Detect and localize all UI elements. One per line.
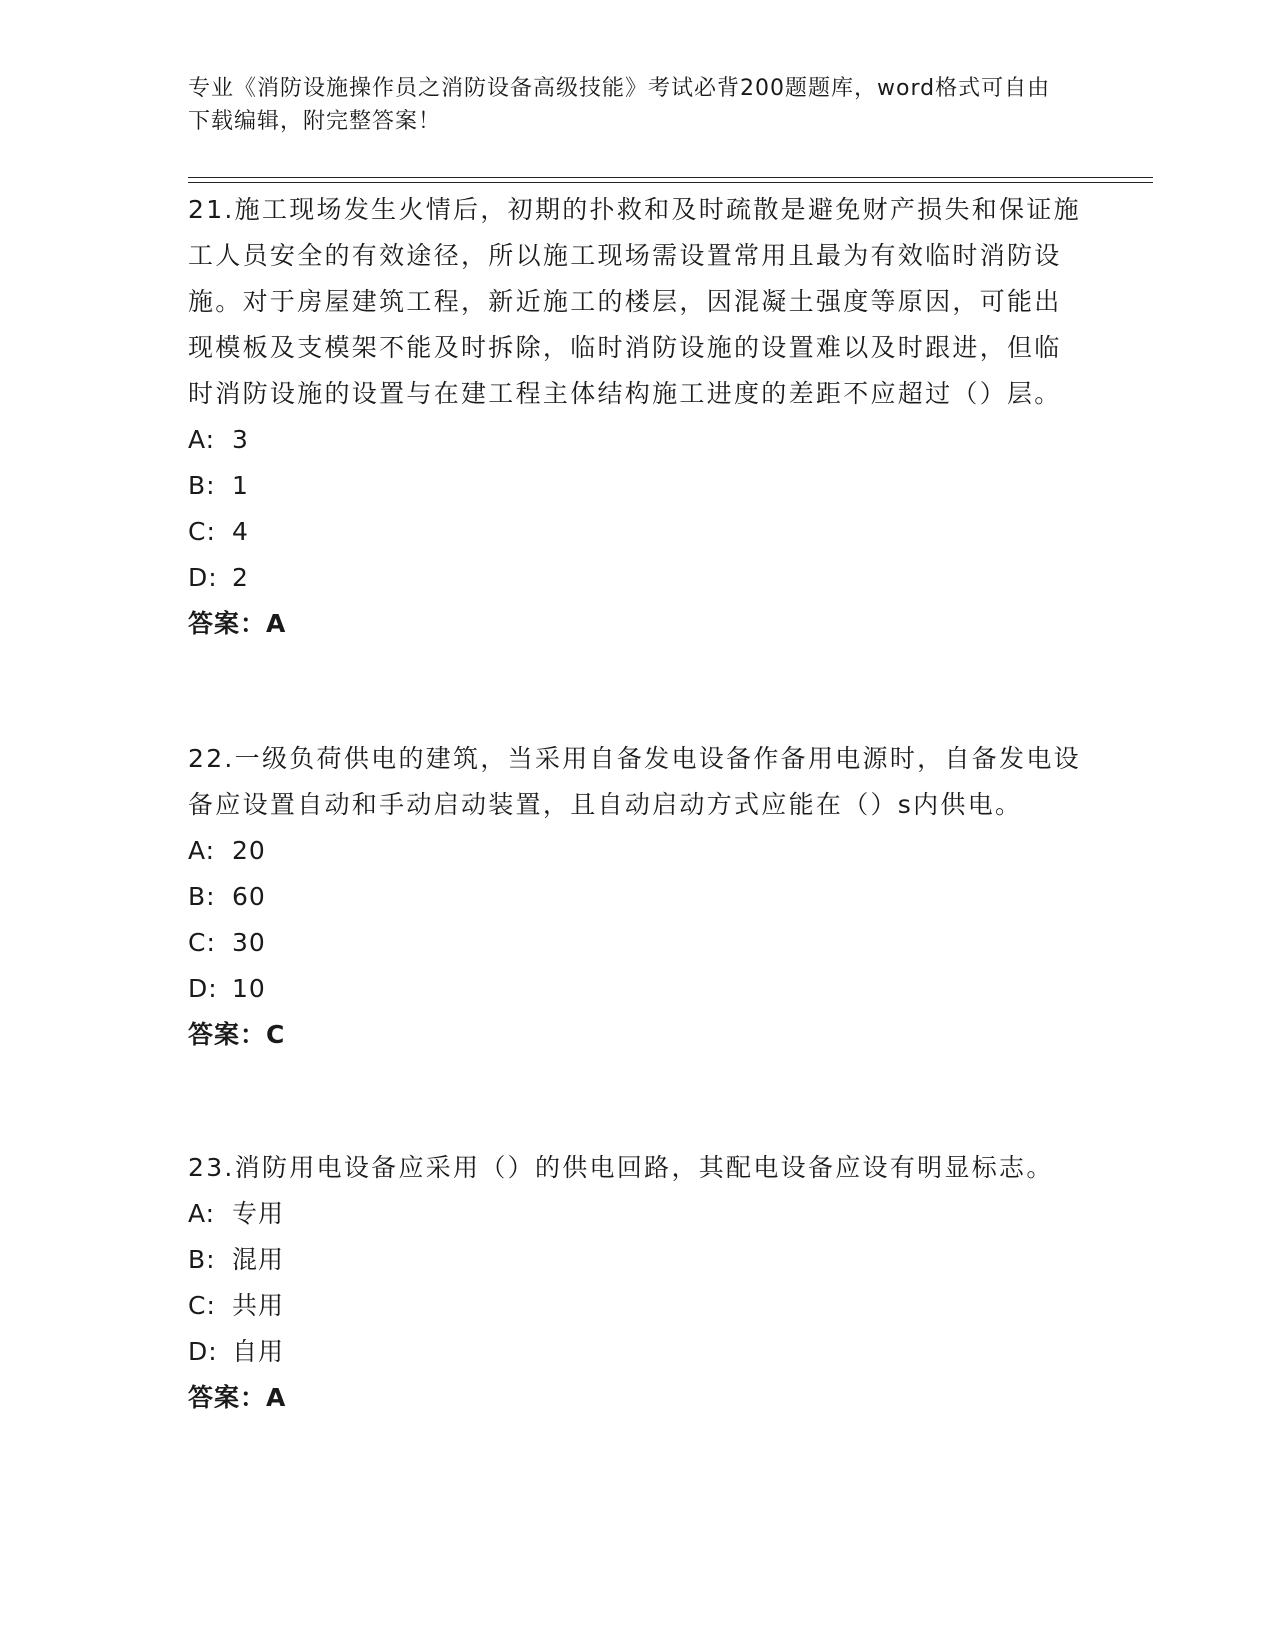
answer: 答案：C [188, 1020, 286, 1049]
question-23 [188, 1145, 1088, 1421]
question-text: 21.施工现场发生火情后，初期的扑救和及时疏散是避免财产损失和保证施工人员安全的有效途径，所以施工现场需设置常用且最为有效临时消防设施。对于房屋建筑工程，新近施工的楼层，因混凝土强度等原因，可能出现模板及支模架不能及时拆除，临时消防设施的设置难以及时跟进，但临时消防设施的设置与在建工程主体结构施工进度的差距不应超过（）层。 [188, 195, 1081, 408]
option-value: 2 [232, 563, 249, 592]
option-c [188, 1283, 1088, 1329]
option-label: A: [188, 1199, 216, 1228]
answer: 答案：A [188, 609, 287, 638]
option-d [188, 1329, 1088, 1375]
question-21 [188, 187, 1088, 647]
option-d [188, 966, 1088, 1012]
answer: 答案：A [188, 1383, 287, 1412]
option-value: 60 [232, 882, 266, 911]
option-d [188, 555, 1088, 601]
option-label: B: [188, 1245, 216, 1274]
option-label: A: [188, 836, 216, 865]
option-label: D: [188, 563, 218, 592]
option-label: C: [188, 928, 216, 957]
option-label: C: [188, 517, 216, 546]
option-value: 自用 [232, 1337, 285, 1366]
option-value: 专用 [232, 1199, 285, 1228]
option-c [188, 920, 1088, 966]
option-value: 20 [232, 836, 266, 865]
option-a [188, 417, 1088, 463]
option-b [188, 874, 1088, 920]
option-a [188, 828, 1088, 874]
option-c [188, 509, 1088, 555]
header-divider-top [188, 177, 1153, 178]
option-b [188, 463, 1088, 509]
option-label: B: [188, 882, 216, 911]
option-value: 3 [232, 425, 249, 454]
option-value: 混用 [232, 1245, 285, 1274]
option-b [188, 1237, 1088, 1283]
document-header: 专业《消防设施操作员之消防设备高级技能》考试必背200题题库，word格式可自由下载编辑，附完整答案！ [188, 76, 1051, 134]
option-label: D: [188, 1337, 218, 1366]
option-value: 10 [232, 974, 266, 1003]
question-22 [188, 736, 1088, 1058]
option-label: B: [188, 471, 216, 500]
option-a [188, 1191, 1088, 1237]
question-text: 23.消防用电设备应采用（）的供电回路，其配电设备应设有明显标志。 [188, 1153, 1054, 1182]
header-divider-bottom [188, 182, 1153, 183]
option-label: D: [188, 974, 218, 1003]
option-value: 4 [232, 517, 249, 546]
option-label: A: [188, 425, 216, 454]
option-value: 30 [232, 928, 266, 957]
option-value: 共用 [232, 1291, 285, 1320]
option-label: C: [188, 1291, 216, 1320]
option-value: 1 [232, 471, 249, 500]
question-text: 22.一级负荷供电的建筑，当采用自备发电设备作备用电源时，自备发电设备应设置自动和手动启动装置，且自动启动方式应能在（）s内供电。 [188, 744, 1081, 819]
